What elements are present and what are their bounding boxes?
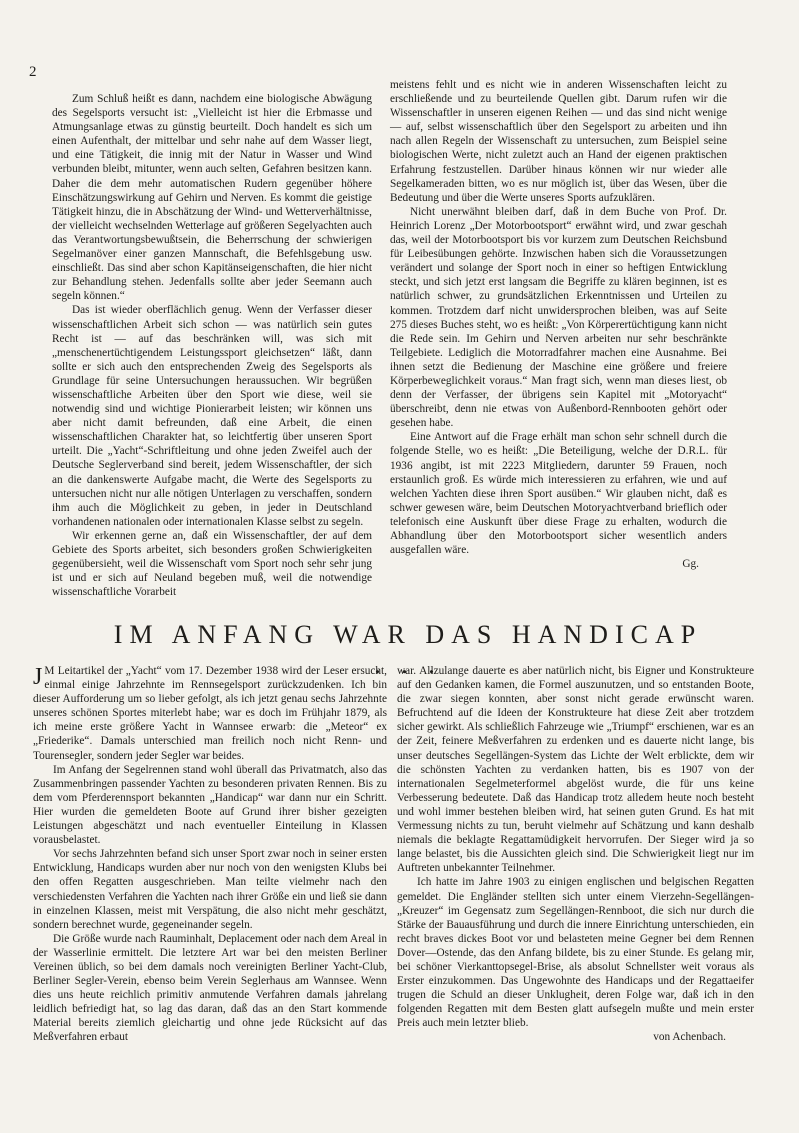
signature: Gg. <box>682 558 699 571</box>
paragraph: Das ist wieder oberflächlich genug. Wenn der Verfasser dieser wissenschaftlichen Arbeit sich schon — was natürlich sein gutes Recht ist — auf das beschränken will, was sich mit „menschenertüchtigendem Leistungssport gleichsetzen“ läßt, dann sollte er sich auch den entsprechenden Zweig des Segelsports als Grundlage für seine Untersuchungen heraussuchen. Wir begrüßen wissenschaftliche Arbeiten über den Sport wie diese, weil sie notwendig sind und wichtige Pionierarbeit leisten; wir können uns aber nicht damit befreunden, daß eine Arbeit, die einen wissenschaftlichen Charakter hat, so leichtfertig über unseren Sport urteilt. Die „Yacht“-Schriftleitung und ohne jeden Zweifel auch der Deutsche Seglerverband sind bereit, jedem Wissenschaftler, der sich an die dankenswerte Aufgabe macht, die Werte des Segelsports zu untersuchen nicht nur alle nötigen Unterlagen zu verschaffen, sondern ihm auch die Möglichkeit zu geben, in jeder in Deutschland vorhandenen nationalen oder internationalen Klasse selbst zu segeln. <box>52 304 372 528</box>
article2-column-1 <box>33 664 387 1045</box>
drop-cap: J <box>33 664 43 690</box>
article1-column-1 <box>52 92 372 599</box>
paragraph: war. Allzulange dauerte es aber natürlich nicht, bis Eigner und Konstrukteure auf den Gedanken kamen, die Formel auszunutzen, und so entstanden Boote, die zwar siegen konnten, aber sonst nicht gerade erwünscht waren. Befruchtend auf die Ideen der Konstrukteure hat diese Zeit aber trotzdem sicher gewirkt. Als schließlich Fahrzeuge wie „Triumpf“ erschienen, war es an der Zeit, feinere Meßverfahren zu erdenken und es dauerte nicht lange, bis unser deutsches Segellängen-System das Lichte der Welt erblickte, dem wir die schönsten Yachten zu verdanken hatten, bis es 1907 von der internationalen Segelmeterformel abgelöst wurde, die für uns keine Verbesserung bedeutete. Daß das Handicap trotz alledem heute noch besteht und wohl immer bestehen bleiben wird, hat seinen guten Grund. Es hat mit Vermessung nichts zu tun, beruht vielmehr auf Schätzung und kann deshalb niemals die beklagte Regattamüdigkeit hervorrufen. Der Sieger wird ja so lange belastet, bis die Aussichten gleich sind. Die Schwierigkeit liegt nur im Auftreten unbekannter Teilnehmer. <box>397 665 754 875</box>
paragraph: meistens fehlt und es nicht wie in anderen Wissenschaften leicht zu erschließende und zu beurteilende Quellen gibt. Darum rufen wir die Wissenschaftler in unseren eigenen Reihen — und das sind nicht wenige — auf, selbst wissenschaftlich über den Segelsport zu arbeiten und ihn nach allen Regeln der Wissenschaft zu untersuchen, zum Beispiel seine biologischen Werte, nicht zuletzt auch an Hand der eigenen praktischen Erfahrung festzustellen. Darüber hinaus können wir nur wieder alle Segelkameraden bitten, wo es nur möglich ist, über das Wesen, über die Bedeutung und über die Werte unseres Sports aufzuklären. <box>390 79 727 204</box>
page-number: 2 <box>29 64 37 80</box>
paragraph: Die Größe wurde nach Rauminhalt, Deplacement oder nach dem Areal in der Wasserlinie ermittelt. Die letztere Art war bei den meisten Berliner Vereinen üblich, so bei dem damals noch vereinigten Berliner Yacht-Club, Berliner Segler-Verein, ebenso beim Verein Seglerhaus am Wannsee. Wenn dies uns heute reichlich primitiv anmutende Verfahren damals jahrelang leidlich befriedigt hat, so lag das daran, daß das an den Start kommende Material bereits ziemlich gleichartig und ohne jede Rücksicht auf das Meßverfahren erbaut <box>33 932 387 1044</box>
signature: von Achenbach. <box>653 1031 726 1044</box>
paragraph: Nicht unerwähnt bleiben darf, daß in dem Buche von Prof. Dr. Heinrich Lorenz „Der Motorbootsport“ erwähnt wird, und zwar geschah das, weil der Motorbootsport bis vor kurzem zum Deutschen Reichsbund für Leibesübungen gehörte. Inzwischen haben sich die Voraussetzungen verändert und solange der Sport noch in einer so heftigen Entwicklung steckt, und sich jetzt erst langsam die Begriffe zu klären beginnen, ist es natürlich schwer, zu grundsätzlichen Erkenntnissen und Urteilen zu kommen. Trotzdem darf nicht unwidersprochen bleiben, was auf Seite 275 dieses Buches steht, wo es heißt: „Von Körperertüchtigung kann nicht die Rede sein. Im Gehirn und Nerven arbeiten nur sehr beschränkte Teilgebiete. Lediglich die Motorradfahrer machen eine Ausnahme. Bei ihnen setzt die Bedienung der Maschine eine größere und freiere Körperbeweglichkeit voraus.“ Man fragt sich, wenn man dieses liest, ob denn der Verfasser, der übrigens sein Kapitel mit „Motoryacht“ überschreibt, denn nie etwas von Außenbord-Rennbooten gehört oder gesehen habe. <box>390 205 727 430</box>
paragraph: Zum Schluß heißt es dann, nachdem eine biologische Abwägung des Segelsports versucht ist: „Vielleicht ist hier die Erbmasse und Atmungsanlage etwas zu günstig beurteilt. Doch handelt es sich um einen Aufenthalt, der mittelbar und sehr nahe auf dem Wasser liegt, und eine Tätigkeit, die innig mit der Natur in Wasser und Wind verbunden bleibt, mitunter, wenn auch selten, Gefahren besitzen kann. Daher die dem mehr automatischen Rudern gegenüber höhere Einschätzungswirkung auf Gehirn und Nerven. Es kommt die geistige Tätigkeit hinzu, die in Abschätzung der Wind- und Wetterverhältnisse, der vielleicht wechselnden Wetterlage auf größeren Segelyachten auch das Verantwortungsbewußtsein, die Beherrschung der schwierigen Segelmanöver einer ganzen Mannschaft, die Befehlsgebung usw. einschließt. Das sind aber schon Kapitänseigenschaften, die hier nicht zur Behandlung stehen. Jedenfalls sollte aber jeder Seemann auch segeln können.“ <box>52 93 372 303</box>
paragraph: Eine Antwort auf die Frage erhält man schon sehr schnell durch die folgende Stelle, wo es heißt: „Die Beteiligung, welche der D.R.L. für 1936 angibt, ist mit 2223 Mitgliedern, darunter 59 Frauen, noch erstaunlich groß. Es würde mich interessieren zu erfahren, wie und auf welchen Yachten diese ihren Sport ausüben.“ Wir glauben nicht, daß es schwer gewesen wäre, beim Deutschen Motoryachtverband brieflich oder telefonisch eine Auskunft über diese Frage zu erhalten, wodurch die Abhandlung über den Motorbootsport sicher wesentlich anders ausgefallen wäre. <box>390 431 727 557</box>
headline: IM ANFANG WAR DAS HANDICAP . . . <box>113 620 703 679</box>
article2-column-2 <box>397 664 754 1045</box>
paragraph <box>33 664 387 763</box>
paragraph: Im Anfang der Segelrennen stand wohl überall das Privatmatch, also das Zusammenbringen passender Yachten zu besonderen privaten Rennen. Bis zu dem vom Pferderennsport bekannten „Handicap“ war dann nur ein Schritt. Hier wurden die gemeldeten Boote auf Grund ihrer bisher gezeigten Leistungen abgeschätzt und nach eventueller Einteilung in Klassen vorausbelastet. <box>33 763 387 847</box>
paragraph-text: M Leitartikel der „Yacht“ vom 17. Dezember 1938 wird der Leser ersucht, einmal einige Jahrzehnte im Rennsegelsport zurückzudenken. Ich bin dieser Aufforderung um so lieber gefolgt, als ich jetzt genau sechs Jahrzehnte unseres schönen Sportes miterlebt habe; war es doch im Frühjahr 1879, als ich meine erste größere Yacht in Wannsee erwarb: die „Meteor“ ex „Friederike“. Damals unterschied man freilich noch nicht Renn- und Tourensegler, sondern jeder Segler war beides. <box>33 665 387 762</box>
paragraph: Vor sechs Jahrzehnten befand sich unser Sport zwar noch in seiner ersten Entwicklung, Handicaps wurden aber nur noch von den wenigsten Klubs bei den offen Regatten ausgeschrieben. Man teilte vielmehr nach den verschiedensten Verfahren die Yachten nach ihrer Größe ein und ließ sie dann in einzelnen Klassen, meist mit Verspätung, die also nicht mehr geschätzt, sondern berechnet wurde, gegeneinander segeln. <box>33 848 387 931</box>
article1-column-2 <box>390 78 727 571</box>
paragraph: Ich hatte im Jahre 1903 zu einigen englischen und belgischen Regatten gemeldet. Die Engländer stellten sich unter einem Vierzehn-Segellängen-„Kreuzer“ im Gegensatz zum Segellängen-Rennboot, die sich nur durch die Stärke der Bauausführung und durch die innere Einrichtung unterschieden, ein recht braves dickes Boot vor und belasteten meine Gegner bei dem Rennen Dover—Ostende, das den Anfang bildete, bis zu einer Stunde. Es gelang mir, bei schöner Vierkanttopsegel-Brise, als absolut Schnellster weit voraus als Erster einzukommen. Das Ungewohnte des Handicaps und der Regattaeifer trugen die Schuld an dieser Unklugheit, deren Folge war, daß ich in den folgenden Regatten mit dem Besten glatt aufsegeln mußte und mein erster Preis auch mein letzter blieb. <box>397 876 754 1030</box>
paragraph: Wir erkennen gerne an, daß ein Wissenschaftler, der auf dem Gebiete des Sports arbeitet, sich besonders großen Schwierigkeiten gegenübersieht, weil die Wissenschaft vom Sport noch sehr sehr jung ist und er sich auf Neuland begeben muß, weil die notwendige wissenschaftliche Vorarbeit <box>52 529 372 599</box>
